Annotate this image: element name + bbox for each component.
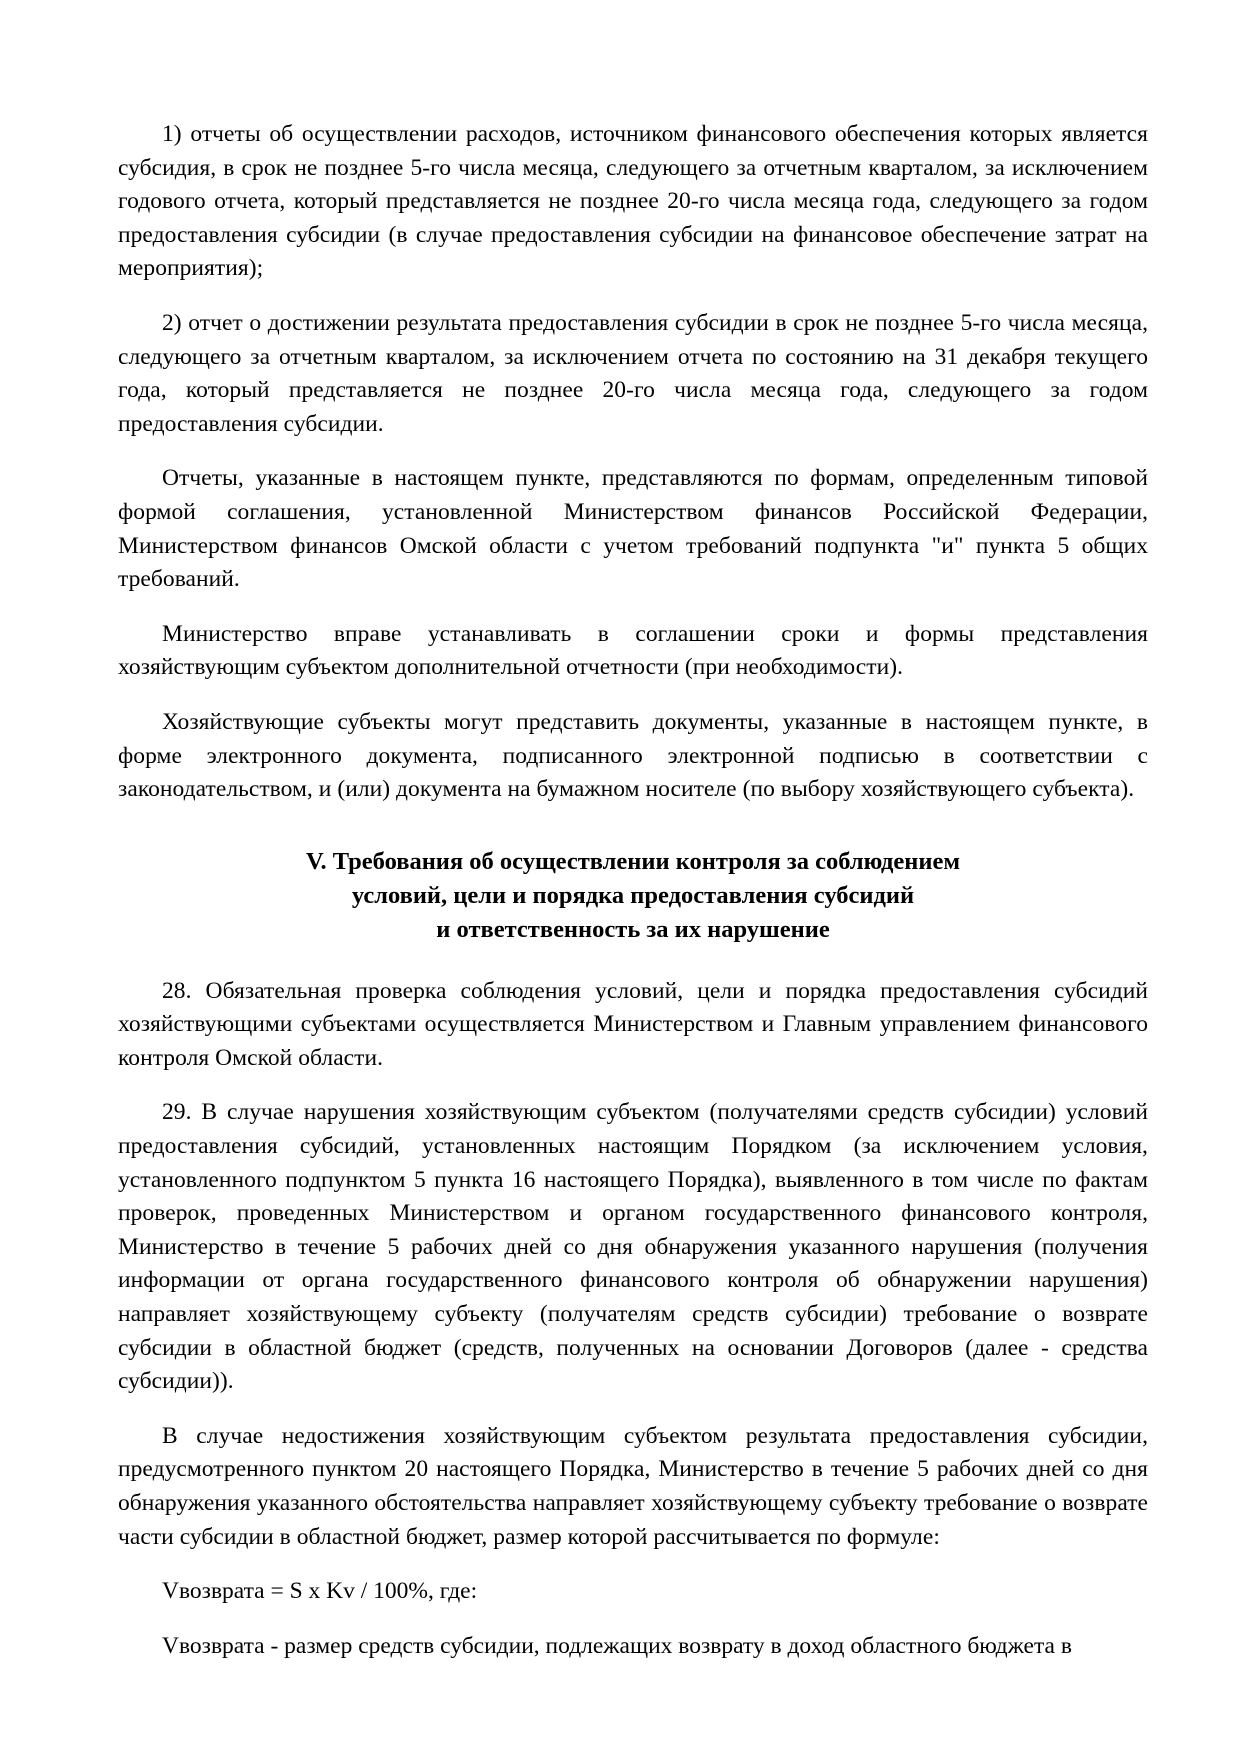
paragraph-ministry-rights: Министерство вправе устанавливать в соглашении сроки и формы представления хозяйствующим субъектом дополнительной отчетности (при необходимости). bbox=[118, 620, 1148, 681]
paragraph-electronic-docs: Хозяйствующие субъекты могут представить документы, указанные в настоящем пункте, в форме электронного документа, подписанного электронной подписью в соответствии с законодательством, и (или) документа на бумажном носителе (по выбору хозяйствующего субъекта). bbox=[118, 708, 1148, 803]
paragraph-29: 29. В случае нарушения хозяйствующим субъектом (получателями средств субсидии) условий предоставления субсидий, установленных настоящим Порядком (за исключением условия, установленного подпунктом 5 пункта 16 настоящего Порядка), выявленного в том числе по фактам проверок, проведенных Министерством и органом государственного финансового контроля, Министерство в течение 5 рабочих дней со дня обнаружения указанного нарушения (получения информации от органа государственного финансового контроля об обнаружении нарушения) направляет хозяйствующему субъекту (получателям средств субсидии) требование о возврате субсидии в областной бюджет (средств, полученных на основании Договоров (далее - средства субсидии)). bbox=[118, 1099, 1148, 1395]
paragraph-item-2: 2) отчет о достижении результата предоставления субсидии в срок не позднее 5-го числа месяца, следующего за отчетным кварталом, за исключением отчета по состоянию на 31 декабря текущего года, который представляется не позднее 20-го числа месяца года, следующего за годом предоставления субсидии. bbox=[118, 309, 1148, 437]
paragraph-28: 28. Обязательная проверка соблюдения условий, цели и порядка предоставления субсидий хозяйствующими субъектами осуществляется Министерством и Главным управлением финансового контроля Омской области. bbox=[118, 977, 1148, 1071]
section-heading-line-2: условий, цели и порядка предоставления субсидий bbox=[351, 881, 915, 909]
definition-vozvrata: Vвозврата - размер средств субсидии, подлежащих возврату в доход областного бюджета в bbox=[162, 1632, 1072, 1659]
section-heading-line-3: и ответственность за их нарушение bbox=[436, 915, 830, 943]
formula-vozvrata: Vвозврата = S x Kv / 100%, где: bbox=[162, 1578, 478, 1605]
section-heading bbox=[118, 845, 1148, 947]
paragraph-reports-forms: Отчеты, указанные в настоящем пункте, представляются по формам, определенным типовой формой соглашения, установленной Министерством финансов Российской Федерации, Министерством финансов Омской области с учетом требований подпункта "и" пункта 5 общих требований. bbox=[118, 465, 1148, 593]
paragraph-item-1: 1) отчеты об осуществлении расходов, источником финансового обеспечения которых является субсидия, в срок не позднее 5-го числа месяца, следующего за отчетным кварталом, за исключением годового отчета, который представляется не позднее 20-го числа месяца года, следующего за годом предоставления субсидии (в случае предоставления субсидии на финансовое обеспечение затрат на мероприятия); bbox=[118, 121, 1148, 282]
paragraph-underachievement: В случае недостижения хозяйствующим субъектом результата предоставления субсидии, предусмотренного пунктом 20 настоящего Порядка, Министерство в течение 5 рабочих дней со дня обнаружения указанного обстоятельства направляет хозяйствующему субъекту требование о возврате части субсидии в областной бюджет, размер которой рассчитывается по формуле: bbox=[118, 1422, 1148, 1550]
section-heading-line-1: V. Требования об осуществлении контроля за соблюдением bbox=[305, 847, 961, 875]
